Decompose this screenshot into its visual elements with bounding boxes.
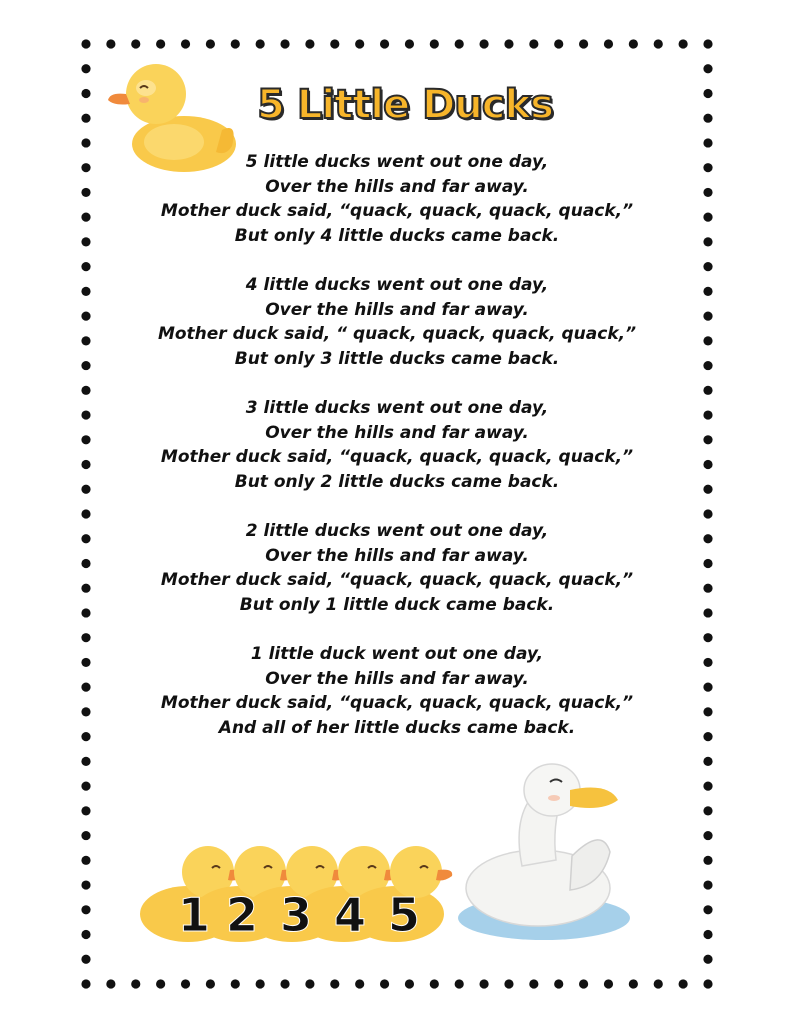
- border-dot: [703, 584, 712, 593]
- border-dot: [703, 312, 712, 321]
- stanza: [100, 150, 694, 248]
- border-dot: [654, 979, 663, 988]
- border-dot: [81, 782, 90, 791]
- poem-line: Mother duck said, “quack, quack, quack, quack,”: [160, 447, 634, 467]
- border-dot: [81, 584, 90, 593]
- border-dot: [305, 39, 314, 48]
- border-dot: [679, 39, 688, 48]
- border-dot: [455, 979, 464, 988]
- duckling-number: 2: [226, 888, 259, 942]
- border-dot: [529, 979, 538, 988]
- border-dot: [106, 39, 115, 48]
- border-dot: [703, 262, 712, 271]
- border-dot: [703, 608, 712, 617]
- border-dot: [81, 361, 90, 370]
- border-dot: [703, 460, 712, 469]
- border-dot: [81, 880, 90, 889]
- stanza: [100, 519, 694, 617]
- poem-line: 5 little ducks went out one day,: [245, 152, 549, 172]
- border-dot: [81, 188, 90, 197]
- border-dot: [703, 138, 712, 147]
- border-dot: [703, 707, 712, 716]
- border-dot: [81, 831, 90, 840]
- border-dot: [703, 485, 712, 494]
- border-dot: [81, 732, 90, 741]
- border-dot: [81, 163, 90, 172]
- border-dot: [405, 39, 414, 48]
- border-dot: [504, 39, 513, 48]
- border-dot: [81, 806, 90, 815]
- duckling-number: 3: [280, 888, 313, 942]
- border-dot: [703, 237, 712, 246]
- border-dot: [380, 39, 389, 48]
- poem-line: Over the hills and far away.: [265, 545, 529, 566]
- border-dot: [81, 138, 90, 147]
- poem-line: 3 little ducks went out one day,: [245, 398, 549, 418]
- border-dot: [703, 39, 712, 48]
- poem-line: But only 3 little ducks came back.: [234, 348, 560, 369]
- border-dot: [131, 979, 140, 988]
- border-dot: [430, 39, 439, 48]
- border-dot: [81, 534, 90, 543]
- border-dot: [81, 89, 90, 98]
- border-dot: [81, 114, 90, 123]
- border-dot: [703, 683, 712, 692]
- duckling-number: 5: [388, 888, 421, 942]
- stanza: [100, 396, 694, 494]
- border-dot: [81, 658, 90, 667]
- border-dot: [703, 89, 712, 98]
- border-dot: [81, 633, 90, 642]
- mother-duck-icon: [452, 756, 634, 950]
- border-dot: [81, 608, 90, 617]
- border-dot: [703, 213, 712, 222]
- border-dot: [504, 979, 513, 988]
- border-dot: [604, 979, 613, 988]
- border-dot: [703, 732, 712, 741]
- border-dot: [679, 979, 688, 988]
- border-dot: [703, 880, 712, 889]
- border-dot: [305, 979, 314, 988]
- border-dot: [106, 979, 115, 988]
- border-dot: [654, 39, 663, 48]
- poem-line: 1 little duck went out one day,: [250, 644, 544, 664]
- border-dot: [231, 39, 240, 48]
- border-dot: [703, 361, 712, 370]
- poem-line: 4 little ducks went out one day,: [245, 275, 549, 295]
- border-dot: [703, 410, 712, 419]
- border-dot: [703, 435, 712, 444]
- border-dot: [579, 39, 588, 48]
- border-dot: [330, 39, 339, 48]
- border-dot: [703, 782, 712, 791]
- border-dot: [629, 39, 638, 48]
- border-dot: [131, 39, 140, 48]
- border-dot: [81, 707, 90, 716]
- border-dot: [703, 930, 712, 939]
- border-dot: [81, 213, 90, 222]
- border-dot: [703, 658, 712, 667]
- stanza: [100, 273, 694, 371]
- border-dot: [81, 410, 90, 419]
- page-title: 5 Little Ducks: [257, 82, 553, 128]
- border-dot: [81, 757, 90, 766]
- border-dot: [81, 386, 90, 395]
- border-dot: [256, 39, 265, 48]
- border-dot: [629, 979, 638, 988]
- poem-line: But only 2 little ducks came back.: [234, 471, 560, 492]
- border-dot: [355, 979, 364, 988]
- border-dot: [181, 39, 190, 48]
- duckling-number: 4: [334, 888, 367, 942]
- border-dot: [703, 757, 712, 766]
- poem-line: Over the hills and far away.: [265, 668, 529, 689]
- border-dot: [280, 39, 289, 48]
- border-dot: [81, 64, 90, 73]
- border-dot: [703, 534, 712, 543]
- duckling-number: 1: [178, 888, 211, 942]
- border-dot: [81, 683, 90, 692]
- border-dot: [703, 905, 712, 914]
- border-dot: [405, 979, 414, 988]
- border-dot: [181, 979, 190, 988]
- border-dot: [703, 559, 712, 568]
- border-dot: [81, 39, 90, 48]
- border-dot: [81, 559, 90, 568]
- border-dot: [81, 336, 90, 345]
- border-dot: [703, 831, 712, 840]
- poem-line: Mother duck said, “quack, quack, quack, quack,”: [160, 570, 634, 590]
- border-dot: [81, 485, 90, 494]
- border-dot: [703, 386, 712, 395]
- border-dot: [380, 979, 389, 988]
- border-dot: [430, 979, 439, 988]
- poem-line: 2 little ducks went out one day,: [245, 521, 549, 541]
- border-dot: [81, 312, 90, 321]
- border-dot: [703, 287, 712, 296]
- poem-line: But only 1 little duck came back.: [239, 594, 555, 615]
- border-dot: [280, 979, 289, 988]
- border-dot: [703, 856, 712, 865]
- border-dot: [206, 979, 215, 988]
- poem-line: Mother duck said, “quack, quack, quack, quack,”: [160, 693, 634, 713]
- poem-line: And all of her little ducks came back.: [218, 717, 576, 738]
- poem-line: Over the hills and far away.: [265, 422, 529, 443]
- border-dot: [703, 633, 712, 642]
- border-dot: [703, 979, 712, 988]
- border-dot: [355, 39, 364, 48]
- border-dot: [703, 163, 712, 172]
- border-dot: [81, 237, 90, 246]
- poem-line: Mother duck said, “quack, quack, quack, quack,”: [160, 201, 634, 221]
- border-dot: [479, 979, 488, 988]
- border-dot: [256, 979, 265, 988]
- border-dot: [703, 955, 712, 964]
- poem-line: Over the hills and far away.: [265, 176, 529, 197]
- border-dot: [81, 509, 90, 518]
- border-dot: [156, 39, 165, 48]
- poem-line: Mother duck said, “ quack, quack, quack, quack,”: [157, 324, 637, 344]
- border-dot: [81, 905, 90, 914]
- border-dot: [206, 39, 215, 48]
- border-dot: [81, 435, 90, 444]
- border-dot: [81, 460, 90, 469]
- border-dot: [529, 39, 538, 48]
- border-dot: [479, 39, 488, 48]
- border-dot: [81, 287, 90, 296]
- border-dot: [703, 188, 712, 197]
- border-dot: [703, 336, 712, 345]
- border-dot: [703, 509, 712, 518]
- border-dot: [81, 930, 90, 939]
- border-dot: [703, 806, 712, 815]
- poem-line: Over the hills and far away.: [265, 299, 529, 320]
- border-dot: [231, 979, 240, 988]
- border-dot: [81, 979, 90, 988]
- border-dot: [156, 979, 165, 988]
- border-dot: [81, 856, 90, 865]
- border-dot: [579, 979, 588, 988]
- border-dot: [81, 262, 90, 271]
- poem-line: But only 4 little ducks came back.: [234, 225, 560, 246]
- border-dot: [81, 955, 90, 964]
- border-dot: [703, 114, 712, 123]
- border-dot: [330, 979, 339, 988]
- border-dot: [554, 979, 563, 988]
- stanza: [100, 642, 694, 740]
- poem: [100, 150, 694, 765]
- border-dot: [455, 39, 464, 48]
- border-dot: [554, 39, 563, 48]
- border-dot: [703, 64, 712, 73]
- border-dot: [604, 39, 613, 48]
